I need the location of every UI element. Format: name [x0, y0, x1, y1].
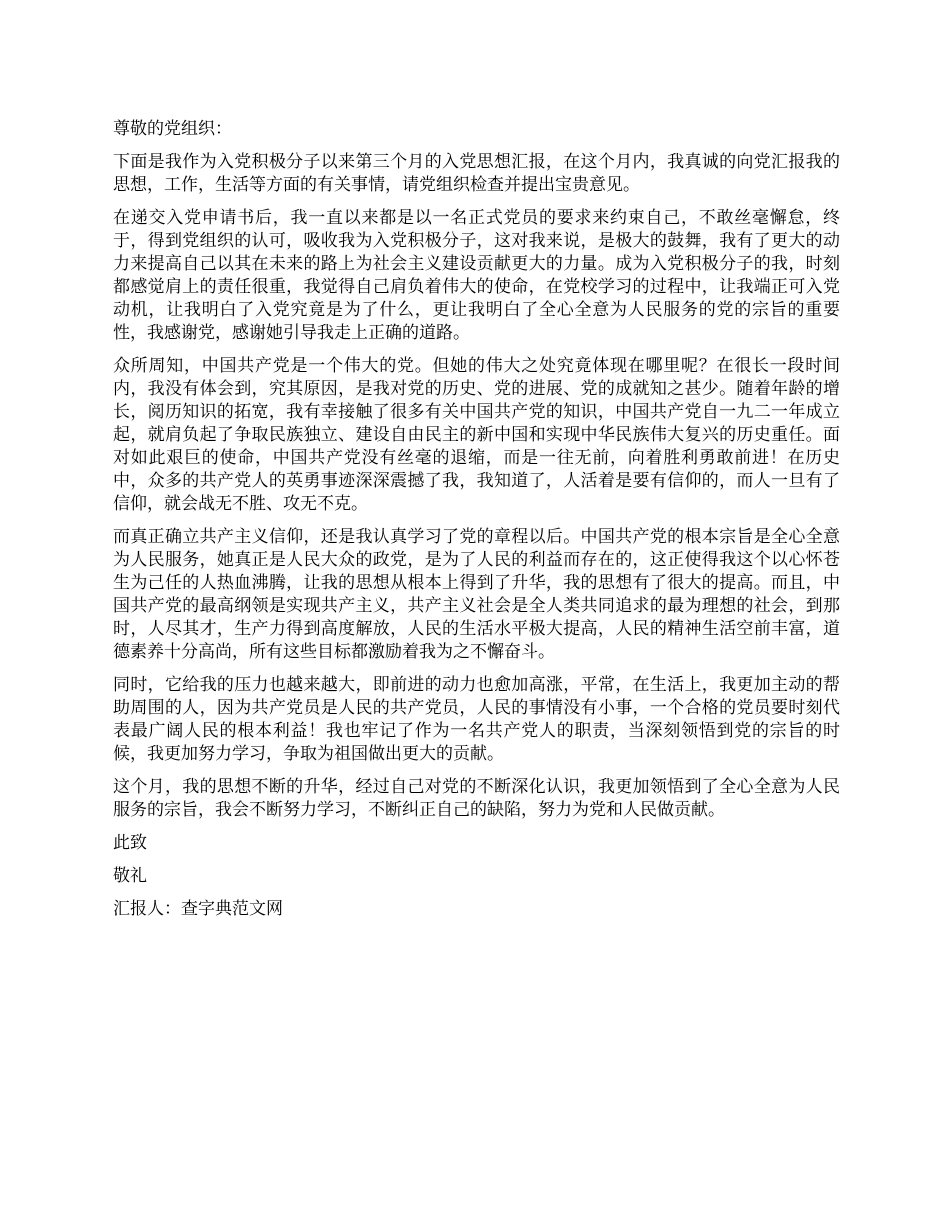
signature: 汇报人：查字典范文网	[113, 899, 283, 919]
paragraph-history: 众所周知，中国共产党是一个伟大的党。但她的伟大之处究竟体现在哪里呢？在很长一段时间内，我没有体会到，究其原因，是我对党的历史、党的进展、党的成就知之甚少。随着年龄的增长，阅历知识的拓宽，我有幸接触了很多有关中国共产党的知识，中国共产党自一九二一年成立起，就肩负起了争取民族独立、建设自由民主的新中国和实现中华民族伟大复兴的历史重任。面对如此艰巨的使命，中国共产党没有丝毫的退缩，而是一往无前，向着胜利勇敢前进！在历史中，众多的共产党人的英勇事迹深深震撼了我，我知道了，人活着是要有信仰的，而人一旦有了信仰，就会战无不胜、攻无不克。	[113, 356, 840, 514]
closing-ci-zhi: 此致	[113, 833, 147, 853]
paragraph-application: 在递交入党申请书后，我一直以来都是以一名正式党员的要求来约束自己，不敢丝毫懈怠，终于，得到党组织的认可，吸收我为入党积极分子，这对我来说，是极大的鼓舞，我有了更大的动力来提高自己以其在未来的路上为社会主义建设贡献更大的力量。成为入党积极分子的我，时刻都感觉肩上的责任很重，我觉得自己肩负着伟大的使命，在党校学习的过程中，让我端正可入党动机，让我明白了入党究竟是为了什么，更让我明白了全心全意为人民服务的党的宗旨的重要性，我感谢党，感谢她引导我走上正确的道路。	[113, 208, 840, 343]
paragraph-belief: 而真正确立共产主义信仰，还是我认真学习了党的章程以后。中国共产党的根本宗旨是全心全意为人民服务，她真正是人民大众的政党，是为了人民的利益而存在的，这正使得我这个以心怀苍生为己任的人热血沸腾，让我的思想从根本上得到了升华，我的思想有了很大的提高。而且，中国共产党的最高纲领是实现共产主义，共产主义社会是全人类共同追求的最为理想的社会，到那时，人尽其才，生产力得到高度解放，人民的生活水平极大提高，人民的精神生活空前丰富，道德素养十分高尚，所有这些目标都激励着我为之不懈奋斗。	[113, 527, 840, 662]
letter-body	[113, 118, 840, 931]
paragraph-conclusion: 这个月，我的思想不断的升华，经过自己对党的不断深化认识，我更加领悟到了全心全意为人民服务的宗旨，我会不断努力学习，不断纠正自己的缺陷，努力为党和人民做贡献。	[113, 777, 840, 820]
paragraph-pressure: 同时，它给我的压力也越来越大，即前进的动力也愈加高涨，平常，在生活上，我更加主动的帮助周围的人，因为共产党员是人民的共产党员，人民的事情没有小事，一个合格的党员要时刻代表最广阔人民的根本利益！我也牢记了作为一名共产党人的职责，当深刻领悟到党的宗旨的时候，我更加努力学习，争取为祖国做出更大的贡献。	[113, 675, 840, 764]
salutation: 尊敬的党组织：	[113, 119, 232, 139]
paragraph-intro: 下面是我作为入党积极分子以来第三个月的入党思想汇报，在这个月内，我真诚的向党汇报我的思想，工作，生活等方面的有关事情，请党组织检查并提出宝贵意见。	[113, 152, 840, 195]
closing-jing-li: 敬礼	[113, 866, 147, 886]
